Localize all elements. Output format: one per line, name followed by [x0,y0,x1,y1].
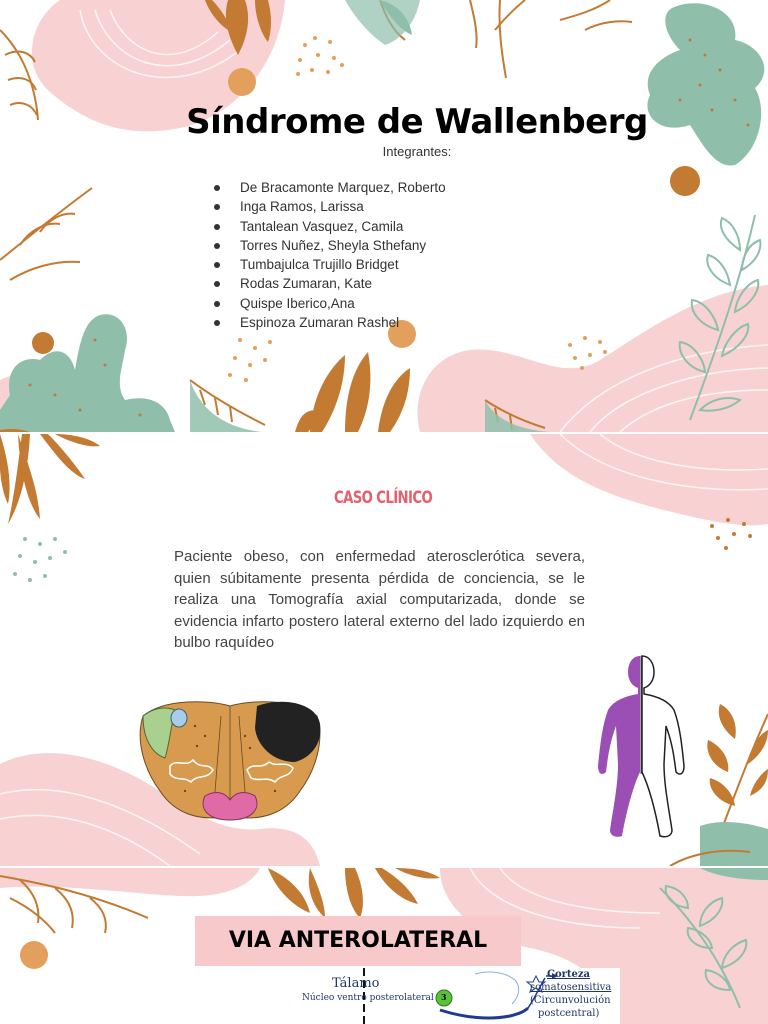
member-name: Tantalean Vasquez, Camila [240,218,404,234]
pathway-heading: VIA ANTEROLATERAL [195,916,521,966]
bullet-icon [214,185,220,191]
list-item [214,255,446,274]
member-name: Quispe Iberico,Ana [240,295,355,311]
members-subtitle: Integrantes: [382,144,452,159]
label-nucleo: Núcleo ventro posterolateral [302,993,434,1003]
medulla-cross-section-image [135,696,325,826]
title-slide [0,0,768,432]
member-name: Rodas Zumaran, Kate [240,276,373,292]
member-name: Tumbajulca Trujillo Bridget [240,257,399,273]
bullet-icon [214,301,220,307]
case-slide [0,434,768,866]
hemibody-sensory-loss-image [588,654,698,844]
bullet-icon [214,204,220,210]
members-list [214,178,446,332]
list-item [214,178,446,197]
anterolateral-pathway-diagram [290,968,620,1024]
member-name: Espinoza Zumaran Rashel [240,315,400,331]
list-item [214,274,446,293]
member-name: De Bracamonte Marquez, Roberto [240,180,446,195]
bullet-icon [214,243,220,249]
bullet-icon [214,224,220,230]
list-item [214,217,446,236]
bullet-icon [214,320,220,326]
pathway-marker: 3 [441,992,447,1002]
case-description: Paciente obeso, con enfermedad aterosclerótica severa, quien súbitamente presenta pérdida de conciencia, se le realiza una Tomografía axial computarizada, donde se evidencia infarto postero lateral externo del lado izquierdo en bulbo raquídeo [174,548,585,651]
label-postcentral: postcentral) [538,1008,600,1019]
presentation-title: Síndrome de Wallenberg [186,102,648,142]
pathway-slide [0,868,768,1024]
label-circunvolucion: (Circunvolución [530,995,611,1006]
label-corteza: Corteza [547,969,591,980]
list-item [214,236,446,255]
list-item [214,294,446,313]
label-somatosensitiva: somatosensitiva [530,982,612,993]
list-item [214,197,446,216]
list-item [214,313,446,332]
member-name: Torres Nuñez, Sheyla Sthefany [240,237,427,253]
member-name: Inga Ramos, Larissa [240,199,364,215]
label-talamo: Tálamo [332,976,380,991]
case-heading: CASO CLÍNICO [334,488,433,508]
bullet-icon [214,262,220,268]
bullet-icon [214,281,220,287]
